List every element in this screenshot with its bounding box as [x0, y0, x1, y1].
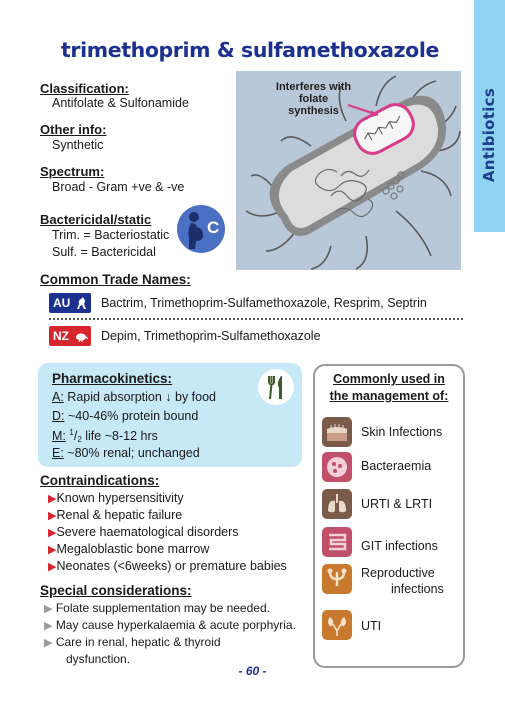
nz-trade-names: Depim, Trimethoprim-Sulfamethoxazole: [101, 329, 321, 343]
special-item: ▶ Care in renal, hepatic & thyroid: [44, 635, 221, 649]
management-heading: Commonly used in the management of:: [329, 372, 449, 403]
lungs-icon: [322, 489, 352, 519]
divider: [49, 318, 463, 320]
section-tab-label: Antibiotics: [480, 87, 499, 183]
classification-heading: Classification:: [40, 81, 129, 96]
au-flag-badge: [49, 293, 91, 313]
special-considerations-heading: Special considerations:: [40, 583, 192, 598]
bacterium-illustration: [236, 71, 461, 270]
bactericidal-trim: Trim. = Bacteriostatic: [52, 228, 170, 242]
kiwi-icon: [74, 329, 88, 343]
contraindication-item: ▶Severe haematological disorders: [48, 525, 239, 539]
page-title: trimethoprim & sulfamethoxazole: [61, 38, 439, 62]
pharmacokinetics-heading: Pharmacokinetics:: [52, 371, 173, 386]
special-item: ▶ Folate supplementation may be needed.: [44, 601, 270, 615]
classification-value: Antifolate & Sulfonamide: [52, 96, 189, 110]
contraindication-item: ▶Megaloblastic bone marrow: [48, 542, 210, 556]
nz-badge-label: NZ: [53, 329, 69, 343]
bactericidal-sulf: Sulf. = Bactericidal: [52, 245, 156, 259]
contraindication-item: ▶Neonates (<6weeks) or premature babies: [48, 559, 287, 573]
kidney-icon: [322, 610, 352, 640]
nz-flag-badge: [49, 326, 91, 346]
pk-distribution: D: ~40-46% protein bound: [52, 409, 199, 423]
bacteraemia-icon: [322, 452, 352, 482]
other-info-heading: Other info:: [40, 122, 107, 137]
management-item: Reproductive: [361, 566, 435, 580]
contraindications-heading: Contraindications:: [40, 473, 160, 488]
pk-metabolism: M: $^1$/2 life ~8-12 hrs: [52, 428, 158, 444]
page-number: - 60 -: [238, 664, 267, 678]
management-item: Skin Infections: [361, 425, 443, 439]
au-badge-label: AU: [53, 296, 71, 310]
other-info-value: Synthetic: [52, 138, 104, 152]
bactericidal-heading: Bactericidal/static: [40, 212, 152, 227]
management-item-continued: infections: [391, 582, 444, 596]
management-item: URTI & LRTI: [361, 497, 433, 511]
management-item: Bacteraemia: [361, 459, 432, 473]
management-item: UTI: [361, 619, 382, 633]
special-item: ▶ May cause hyperkalaemia & acute porphyria.: [44, 618, 296, 632]
au-trade-names: Bactrim, Trimethoprim-Sulfamethoxazole, Resprim, Septrin: [101, 296, 427, 310]
pk-absorption: A: Rapid absorption ↓ by food: [52, 390, 217, 404]
special-item-continued: dysfunction.: [66, 652, 131, 666]
contraindication-item: ▶Renal & hepatic failure: [48, 508, 183, 522]
fork-knife-icon: [258, 369, 294, 405]
bacterium-label: Interferes with folate synthesis: [275, 81, 352, 117]
management-item: GIT infections: [361, 539, 438, 553]
skin-icon: [322, 417, 352, 447]
intestine-icon: [322, 527, 352, 557]
pregnancy-category-letter: C: [207, 218, 220, 237]
kangaroo-icon: [74, 296, 88, 310]
spectrum-value: Broad - Gram +ve & -ve: [52, 180, 185, 194]
pregnancy-category-icon: [177, 205, 225, 253]
reproductive-icon: [322, 564, 352, 594]
spectrum-heading: Spectrum:: [40, 164, 105, 179]
contraindication-item: ▶Known hypersensitivity: [48, 491, 184, 505]
pk-excretion: E: ~80% renal; unchanged: [52, 446, 200, 460]
trade-names-heading: Common Trade Names:: [40, 272, 191, 287]
